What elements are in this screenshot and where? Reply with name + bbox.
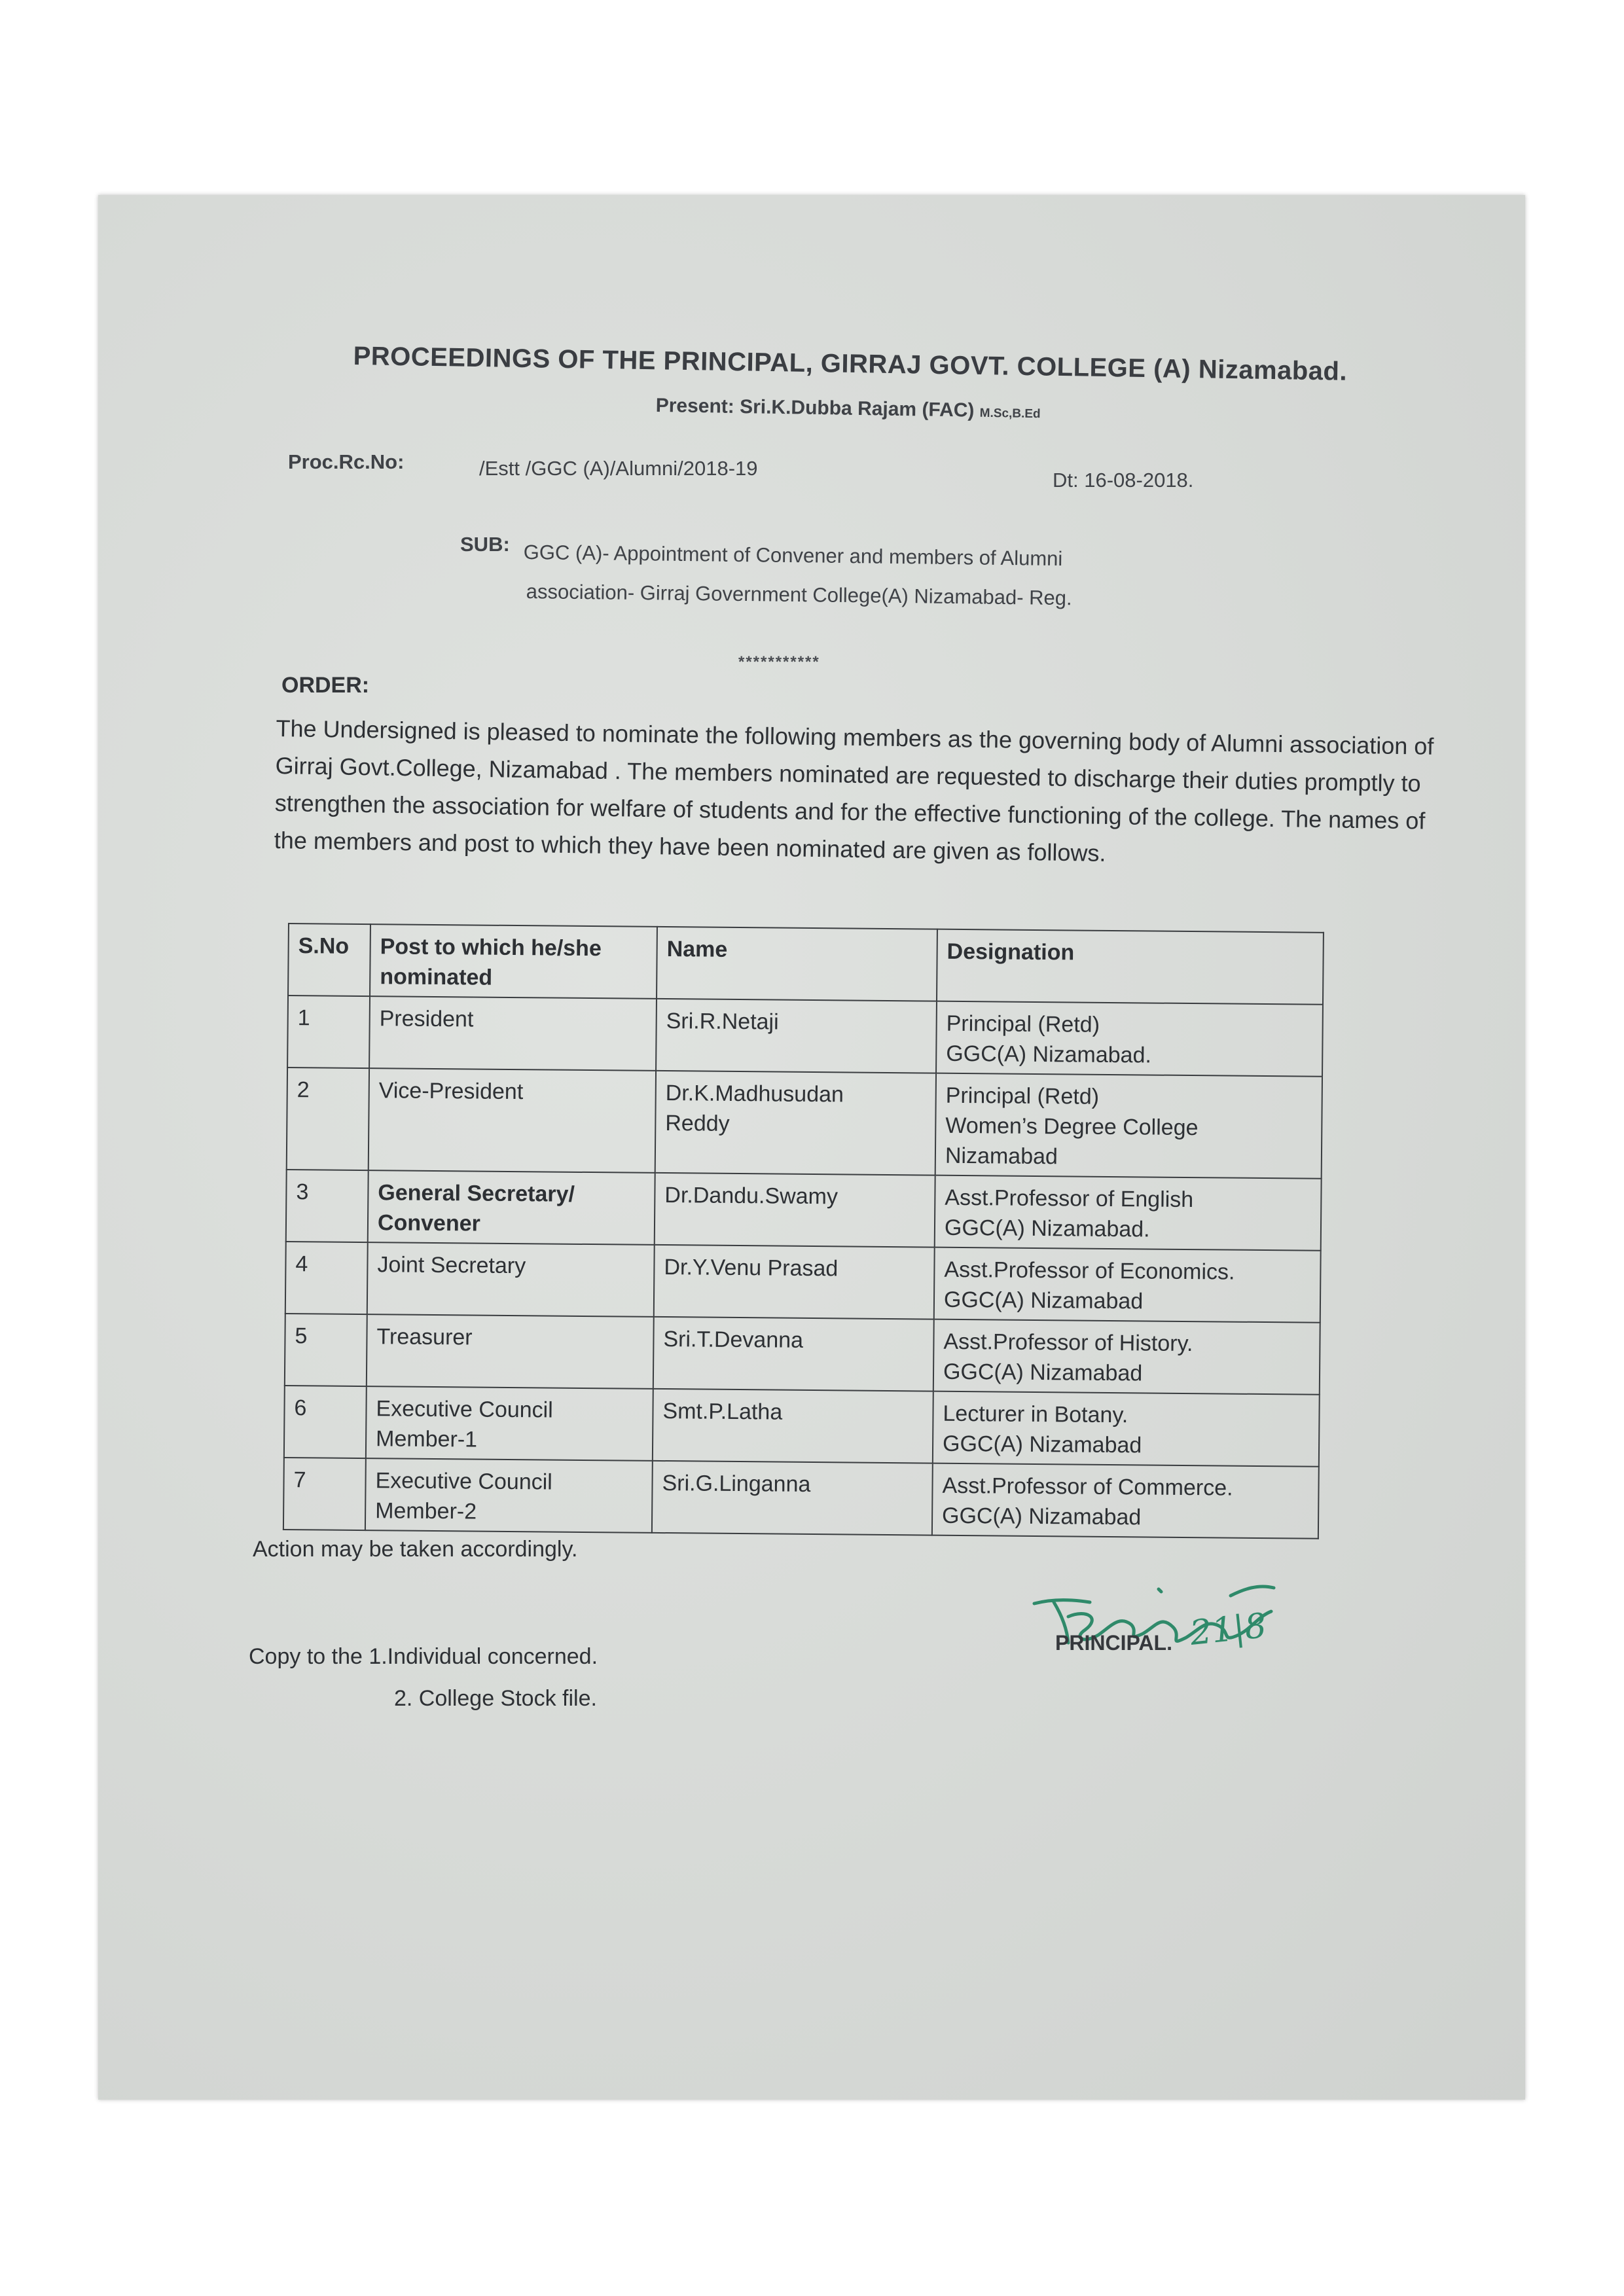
subject-label: SUB:	[460, 533, 510, 556]
cell-sno: 7	[283, 1458, 366, 1530]
present-qualification: M.Sc,B.Ed	[979, 406, 1041, 422]
cell-designation: Asst.Professor of English GGC(A) Nizamabad.	[935, 1175, 1322, 1251]
members-table-wrapper	[283, 923, 1324, 1539]
document-title: PROCEEDINGS OF THE PRINCIPAL, GIRRAJ GOVT. COLLEGE (A) Nizamabad.	[353, 342, 1348, 386]
table-row	[283, 1458, 1319, 1539]
cell-name: Sri.G.Linganna	[652, 1461, 933, 1535]
proc-number: /Estt /GGC (A)/Alumni/2018-19	[479, 457, 758, 480]
table-header-row	[288, 924, 1324, 1005]
cell-post: Joint Secretary	[367, 1242, 655, 1317]
cell-designation: Principal (Retd) Women’s Degree College Nizamabad	[935, 1073, 1322, 1179]
cell-designation: Asst.Professor of History. GGC(A) Nizamabad	[933, 1319, 1320, 1395]
header-designation: Designation	[937, 929, 1324, 1005]
present-name: Present: Sri.K.Dubba Rajam (FAC)	[655, 395, 975, 422]
cell-name: Dr.Dandu.Swamy	[655, 1173, 935, 1247]
order-label: ORDER:	[281, 673, 370, 698]
copy-to-line-1: Copy to the 1.Individual concerned.	[249, 1644, 598, 1669]
cell-designation: Principal (Retd) GGC(A) Nizamabad.	[936, 1001, 1323, 1077]
cell-sno: 2	[287, 1067, 369, 1170]
cell-name: Smt.P.Latha	[653, 1389, 933, 1463]
handwritten-date: 21|8	[1188, 1606, 1269, 1653]
cell-designation: Lecturer in Botany. GGC(A) Nizamabad	[933, 1391, 1320, 1467]
principal-label: PRINCIPAL.	[1055, 1631, 1172, 1655]
document-sheet	[98, 195, 1525, 2100]
cell-post: General Secretary/ Convener	[368, 1170, 655, 1245]
subject-line-1: GGC (A)- Appointment of Convener and members of Alumni	[523, 541, 1063, 571]
order-paragraph: The Undersigned is pleased to nominate the following members as the governing body of Alumni association of Girraj Govt.College, Nizamabad . The members nominated are requested to discharge their duties promptly to strengthen the association for welfare of students and for the effective functioning of the college. The names of the members and post to which they have been nominated are given as follows.	[274, 714, 1434, 867]
table-row	[284, 1386, 1320, 1467]
cell-post: Executive Council Member-2	[365, 1458, 653, 1533]
cell-name: Sri.R.Netaji	[656, 999, 937, 1073]
cell-name: Dr.Y.Venu Prasad	[654, 1245, 935, 1319]
cell-post: Vice-President	[369, 1068, 656, 1173]
cell-sno: 3	[286, 1170, 369, 1242]
cell-sno: 1	[287, 996, 370, 1068]
cell-post: Treasurer	[367, 1314, 654, 1389]
cell-post: Executive Council Member-1	[366, 1386, 653, 1461]
action-note: Action may be taken accordingly.	[253, 1537, 578, 1562]
cell-sno: 5	[285, 1314, 367, 1386]
cell-post: President	[369, 996, 657, 1071]
header-post: Post to which he/she nominated	[370, 924, 657, 999]
proc-label: Proc.Rc.No:	[288, 450, 405, 473]
cell-name: Sri.T.Devanna	[653, 1317, 934, 1391]
cell-sno: 6	[284, 1386, 367, 1458]
cell-name: Dr.K.Madhusudan Reddy	[655, 1071, 936, 1175]
header-name: Name	[657, 927, 937, 1001]
header-sno: S.No	[288, 924, 370, 996]
cell-designation: Asst.Professor of Economics. GGC(A) Nizamabad	[934, 1247, 1321, 1323]
members-table	[283, 923, 1324, 1539]
table-row	[287, 996, 1323, 1077]
copy-to-line-2: 2. College Stock file.	[394, 1686, 597, 1711]
separator: ***********	[738, 653, 820, 671]
present-line	[655, 395, 1040, 423]
table-row	[287, 1067, 1322, 1179]
cell-sno: 4	[285, 1242, 368, 1314]
cell-designation: Asst.Professor of Commerce. GGC(A) Nizamabad	[932, 1463, 1319, 1539]
proc-date: Dt: 16-08-2018.	[1053, 469, 1194, 492]
subject-line-2: association- Girraj Government College(A) Nizamabad- Reg.	[526, 580, 1072, 610]
table-row	[285, 1314, 1320, 1395]
table-row	[285, 1242, 1321, 1323]
table-row	[286, 1170, 1322, 1251]
